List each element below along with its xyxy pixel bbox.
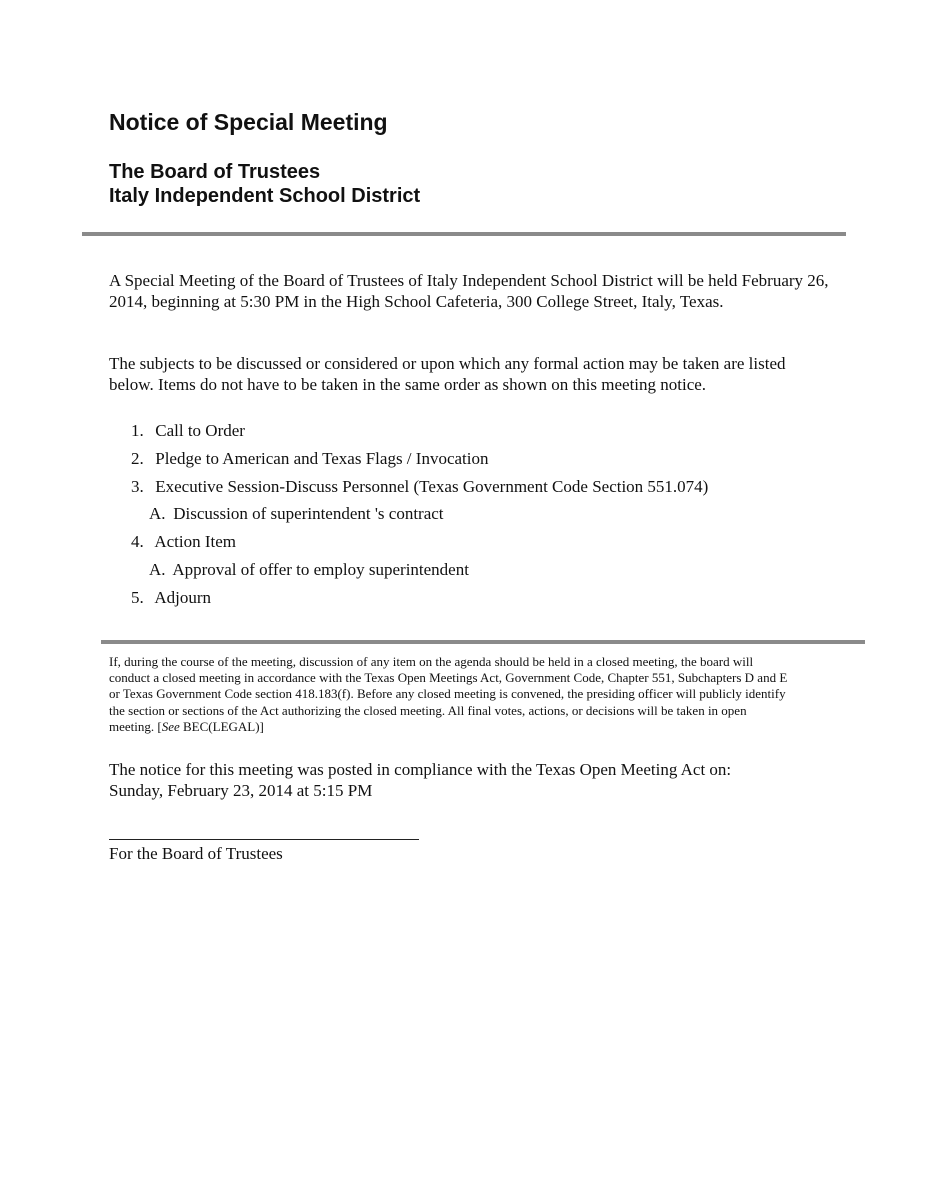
header-divider: [82, 232, 846, 236]
signature-caption: For the Board of Trustees: [109, 844, 283, 863]
subtitle-district: Italy Independent School District: [109, 185, 421, 207]
closed-meeting-notice-text: If, during the course of the meeting, discussion of any item on the agenda should be held in a closed meeting, the board will conduct a closed meeting in accordance with the Texas Open Meetings Act, Government Code, Chapter 551, Subchapters D and E or Texas Government Code section 418.183(f). Before any closed meeting is convened, the presiding officer will publicly identify the section or sections of the Act authorizing the closed meeting. All final votes, actions, or decisions will be taken in open meeting. [: [109, 654, 788, 734]
agenda-subitem-text: Approval of offer to employ superintendent: [172, 559, 469, 579]
agenda-item: [131, 476, 708, 504]
closed-meeting-notice: [109, 654, 789, 735]
agenda-item: [131, 587, 708, 615]
signature-line: [109, 839, 419, 840]
subjects-paragraph: The subjects to be discussed or considered or upon which any formal action may be taken are listed below. Items do not have to be taken in the same order as shown on this meeting notice.: [109, 354, 786, 394]
agenda-subitem: [131, 559, 708, 587]
agenda-item: [131, 531, 708, 559]
agenda-item-number: 4.: [131, 532, 144, 552]
agenda-item: [131, 420, 708, 448]
see-reference: See: [161, 718, 180, 734]
agenda-item-number: 5.: [131, 587, 144, 607]
page-title: Notice of Special Meeting: [109, 109, 388, 135]
agenda-list: [131, 420, 708, 615]
agenda-subitem-letter: A.: [149, 504, 166, 524]
agenda-item-text: Call to Order: [155, 421, 245, 440]
posting-statement: [109, 759, 731, 801]
intro-paragraph: A Special Meeting of the Board of Trustees of Italy Independent School District will be held February 26, 2014, beginning at 5:30 PM in the High School Cafeteria, 300 College Street, Italy, Texas.: [109, 271, 829, 311]
posting-date: Sunday, February 23, 2014 at 5:15 PM: [109, 781, 373, 800]
agenda-item-text: Pledge to American and Texas Flags / Invocation: [155, 448, 489, 468]
agenda-subitem-text: Discussion of superintendent 's contract: [173, 504, 444, 524]
agenda-item-number: 2.: [131, 448, 144, 468]
agenda-item-text: Adjourn: [154, 587, 211, 607]
agenda-item-text: Action Item: [154, 532, 236, 552]
posting-statement-text: The notice for this meeting was posted in compliance with the Texas Open Meeting Act on:: [109, 760, 732, 779]
legal-reference: BEC(LEGAL)]: [179, 718, 264, 734]
agenda-subitem: [131, 503, 708, 531]
subtitle-board: The Board of Trustees: [109, 161, 321, 183]
agenda-item: [131, 448, 708, 476]
agenda-item-number: 1.: [131, 421, 144, 440]
agenda-item-number: 3.: [131, 476, 144, 496]
agenda-subitem-letter: A.: [149, 559, 166, 579]
notice-divider: [101, 640, 865, 644]
page-subtitle: [109, 160, 420, 208]
agenda-item-text: Executive Session-Discuss Personnel (Texas Government Code Section 551.074): [155, 476, 709, 496]
